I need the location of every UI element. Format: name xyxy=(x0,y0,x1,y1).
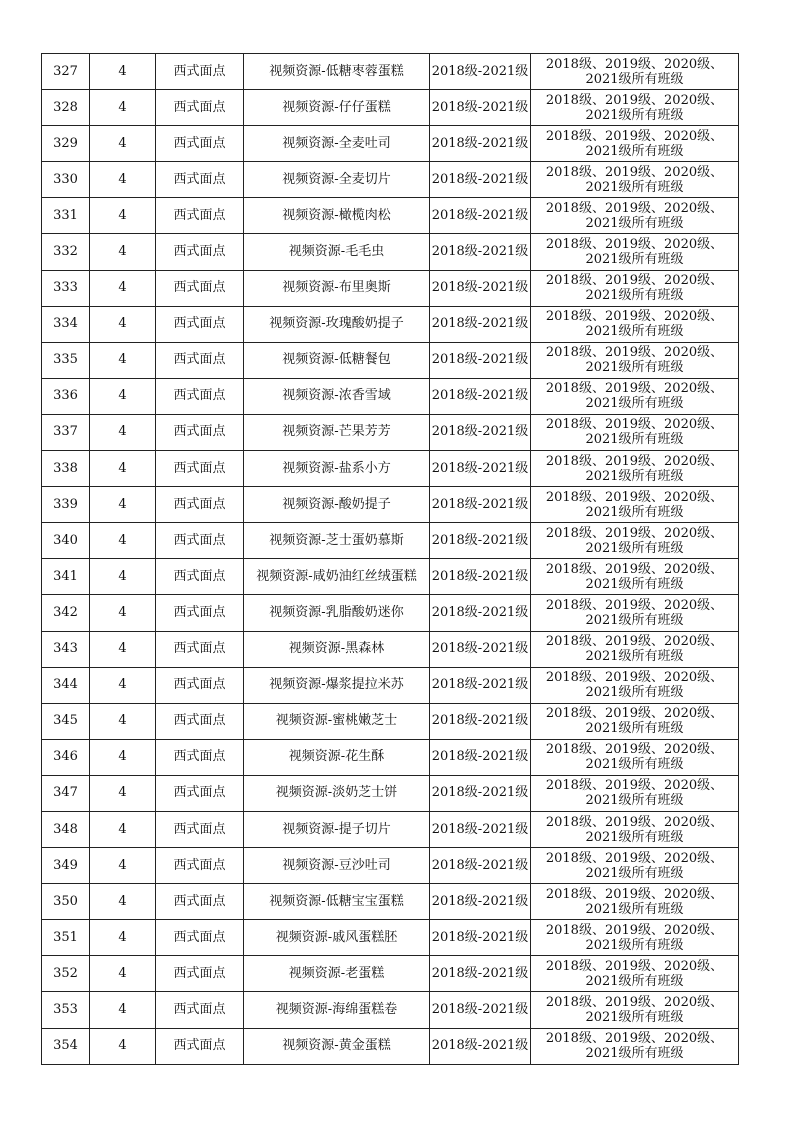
classes-line-2: 2021级所有班级 xyxy=(585,143,684,159)
course-cell: 西式面点 xyxy=(156,342,244,378)
table-row xyxy=(42,631,739,667)
classes-line-1: 2018级、2019级、2020级、 xyxy=(545,417,724,433)
table-row xyxy=(42,559,739,595)
resource-name-cell: 视频资源-黑森林 xyxy=(244,631,430,667)
course-cell: 西式面点 xyxy=(156,775,244,811)
grade-range-cell: 2018级-2021级 xyxy=(430,414,531,450)
classes-line-1: 2018级、2019级、2020级、 xyxy=(545,634,724,650)
table-row xyxy=(42,667,739,703)
applicable-classes-cell xyxy=(531,487,739,523)
course-cell: 西式面点 xyxy=(156,487,244,523)
table-row xyxy=(42,487,739,523)
resource-name-cell: 视频资源-橄榄肉松 xyxy=(244,198,430,234)
table-row xyxy=(42,920,739,956)
table-row xyxy=(42,378,739,414)
resource-name-cell: 视频资源-低糖枣蓉蛋糕 xyxy=(244,54,430,90)
course-cell: 西式面点 xyxy=(156,451,244,487)
level-cell: 4 xyxy=(90,811,156,847)
grade-range-cell: 2018级-2021级 xyxy=(430,595,531,631)
applicable-classes-cell xyxy=(531,992,739,1028)
applicable-classes-cell xyxy=(531,595,739,631)
row-number-cell: 330 xyxy=(42,162,90,198)
grade-range-cell: 2018级-2021级 xyxy=(430,884,531,920)
resource-name-cell: 视频资源-玫瑰酸奶提子 xyxy=(244,306,430,342)
table-row xyxy=(42,126,739,162)
applicable-classes-cell xyxy=(531,1028,739,1064)
resource-name-cell: 视频资源-蜜桃嫩芝士 xyxy=(244,703,430,739)
row-number-cell: 334 xyxy=(42,306,90,342)
table-row xyxy=(42,162,739,198)
resource-name-cell: 视频资源-低糖宝宝蛋糕 xyxy=(244,884,430,920)
classes-line-1: 2018级、2019级、2020级、 xyxy=(545,814,724,830)
row-number-cell: 353 xyxy=(42,992,90,1028)
grade-range-cell: 2018级-2021级 xyxy=(430,631,531,667)
level-cell: 4 xyxy=(90,992,156,1028)
resource-name-cell: 视频资源-全麦切片 xyxy=(244,162,430,198)
course-cell: 西式面点 xyxy=(156,270,244,306)
resource-name-cell: 视频资源-浓香雪域 xyxy=(244,378,430,414)
resource-name-cell: 视频资源-咸奶油红丝绒蛋糕 xyxy=(244,559,430,595)
resource-name-cell: 视频资源-爆浆提拉米苏 xyxy=(244,667,430,703)
applicable-classes-cell xyxy=(531,451,739,487)
classes-line-2: 2021级所有班级 xyxy=(585,793,684,809)
resource-name-cell: 视频资源-芒果芳芳 xyxy=(244,414,430,450)
row-number-cell: 333 xyxy=(42,270,90,306)
classes-line-1: 2018级、2019级、2020级、 xyxy=(545,958,724,974)
classes-line-1: 2018级、2019级、2020级、 xyxy=(545,200,724,216)
applicable-classes-cell xyxy=(531,739,739,775)
resource-name-cell: 视频资源-芝士蛋奶慕斯 xyxy=(244,523,430,559)
resource-name-cell: 视频资源-布里奥斯 xyxy=(244,270,430,306)
row-number-cell: 342 xyxy=(42,595,90,631)
grade-range-cell: 2018级-2021级 xyxy=(430,198,531,234)
resource-name-cell: 视频资源-仔仔蛋糕 xyxy=(244,90,430,126)
course-cell: 西式面点 xyxy=(156,631,244,667)
classes-line-1: 2018级、2019级、2020级、 xyxy=(545,670,724,686)
classes-line-1: 2018级、2019级、2020级、 xyxy=(545,525,724,541)
classes-line-2: 2021级所有班级 xyxy=(585,937,684,953)
row-number-cell: 327 xyxy=(42,54,90,90)
applicable-classes-cell xyxy=(531,523,739,559)
classes-line-2: 2021级所有班级 xyxy=(585,324,684,340)
level-cell: 4 xyxy=(90,884,156,920)
course-cell: 西式面点 xyxy=(156,162,244,198)
classes-line-1: 2018级、2019级、2020级、 xyxy=(545,309,724,325)
classes-line-2: 2021级所有班级 xyxy=(585,288,684,304)
table-row xyxy=(42,884,739,920)
classes-line-1: 2018级、2019级、2020级、 xyxy=(545,345,724,361)
level-cell: 4 xyxy=(90,378,156,414)
applicable-classes-cell xyxy=(531,703,739,739)
level-cell: 4 xyxy=(90,234,156,270)
row-number-cell: 332 xyxy=(42,234,90,270)
level-cell: 4 xyxy=(90,739,156,775)
row-number-cell: 344 xyxy=(42,667,90,703)
course-cell: 西式面点 xyxy=(156,559,244,595)
classes-line-2: 2021级所有班级 xyxy=(585,396,684,412)
row-number-cell: 335 xyxy=(42,342,90,378)
classes-line-1: 2018级、2019级、2020级、 xyxy=(545,742,724,758)
resource-name-cell: 视频资源-毛毛虫 xyxy=(244,234,430,270)
applicable-classes-cell xyxy=(531,342,739,378)
classes-line-1: 2018级、2019级、2020级、 xyxy=(545,886,724,902)
row-number-cell: 348 xyxy=(42,811,90,847)
resource-name-cell: 视频资源-戚风蛋糕胚 xyxy=(244,920,430,956)
resource-name-cell: 视频资源-盐系小方 xyxy=(244,451,430,487)
table-row xyxy=(42,234,739,270)
level-cell: 4 xyxy=(90,54,156,90)
row-number-cell: 337 xyxy=(42,414,90,450)
grade-range-cell: 2018级-2021级 xyxy=(430,126,531,162)
grade-range-cell: 2018级-2021级 xyxy=(430,270,531,306)
applicable-classes-cell xyxy=(531,414,739,450)
resource-name-cell: 视频资源-低糖餐包 xyxy=(244,342,430,378)
level-cell: 4 xyxy=(90,667,156,703)
level-cell: 4 xyxy=(90,451,156,487)
table-row xyxy=(42,54,739,90)
row-number-cell: 329 xyxy=(42,126,90,162)
grade-range-cell: 2018级-2021级 xyxy=(430,739,531,775)
classes-line-2: 2021级所有班级 xyxy=(585,252,684,268)
grade-range-cell: 2018级-2021级 xyxy=(430,342,531,378)
resource-name-cell: 视频资源-黄金蛋糕 xyxy=(244,1028,430,1064)
level-cell: 4 xyxy=(90,559,156,595)
grade-range-cell: 2018级-2021级 xyxy=(430,1028,531,1064)
level-cell: 4 xyxy=(90,595,156,631)
row-number-cell: 352 xyxy=(42,956,90,992)
grade-range-cell: 2018级-2021级 xyxy=(430,451,531,487)
applicable-classes-cell xyxy=(531,126,739,162)
course-cell: 西式面点 xyxy=(156,920,244,956)
course-cell: 西式面点 xyxy=(156,667,244,703)
grade-range-cell: 2018级-2021级 xyxy=(430,667,531,703)
applicable-classes-cell xyxy=(531,234,739,270)
applicable-classes-cell xyxy=(531,559,739,595)
classes-line-1: 2018级、2019级、2020级、 xyxy=(545,237,724,253)
level-cell: 4 xyxy=(90,126,156,162)
classes-line-2: 2021级所有班级 xyxy=(585,829,684,845)
classes-line-1: 2018级、2019级、2020级、 xyxy=(545,273,724,289)
course-cell: 西式面点 xyxy=(156,1028,244,1064)
table-row xyxy=(42,956,739,992)
classes-line-1: 2018级、2019级、2020级、 xyxy=(545,381,724,397)
classes-line-1: 2018级、2019级、2020级、 xyxy=(545,56,724,72)
table-row xyxy=(42,811,739,847)
resource-name-cell: 视频资源-乳脂酸奶迷你 xyxy=(244,595,430,631)
classes-line-2: 2021级所有班级 xyxy=(585,1046,684,1062)
classes-line-1: 2018级、2019级、2020级、 xyxy=(545,453,724,469)
table-row xyxy=(42,523,739,559)
grade-range-cell: 2018级-2021级 xyxy=(430,559,531,595)
classes-line-1: 2018级、2019级、2020级、 xyxy=(545,706,724,722)
course-cell: 西式面点 xyxy=(156,234,244,270)
classes-line-2: 2021级所有班级 xyxy=(585,504,684,520)
classes-line-2: 2021级所有班级 xyxy=(585,685,684,701)
course-cell: 西式面点 xyxy=(156,378,244,414)
level-cell: 4 xyxy=(90,848,156,884)
table-row xyxy=(42,775,739,811)
level-cell: 4 xyxy=(90,198,156,234)
classes-line-1: 2018级、2019级、2020级、 xyxy=(545,922,724,938)
course-cell: 西式面点 xyxy=(156,848,244,884)
level-cell: 4 xyxy=(90,523,156,559)
classes-line-1: 2018级、2019级、2020级、 xyxy=(545,850,724,866)
course-cell: 西式面点 xyxy=(156,198,244,234)
applicable-classes-cell xyxy=(531,378,739,414)
resource-name-cell: 视频资源-酸奶提子 xyxy=(244,487,430,523)
table-row xyxy=(42,451,739,487)
level-cell: 4 xyxy=(90,956,156,992)
row-number-cell: 331 xyxy=(42,198,90,234)
table-row xyxy=(42,198,739,234)
course-cell: 西式面点 xyxy=(156,126,244,162)
classes-line-1: 2018级、2019级、2020级、 xyxy=(545,164,724,180)
grade-range-cell: 2018级-2021级 xyxy=(430,523,531,559)
classes-line-2: 2021级所有班级 xyxy=(585,612,684,628)
level-cell: 4 xyxy=(90,342,156,378)
classes-line-2: 2021级所有班级 xyxy=(585,649,684,665)
course-cell: 西式面点 xyxy=(156,992,244,1028)
grade-range-cell: 2018级-2021级 xyxy=(430,162,531,198)
classes-line-2: 2021级所有班级 xyxy=(585,71,684,87)
row-number-cell: 349 xyxy=(42,848,90,884)
resource-name-cell: 视频资源-花生酥 xyxy=(244,739,430,775)
classes-line-1: 2018级、2019级、2020级、 xyxy=(545,561,724,577)
row-number-cell: 336 xyxy=(42,378,90,414)
classes-line-1: 2018级、2019级、2020级、 xyxy=(545,92,724,108)
course-cell: 西式面点 xyxy=(156,703,244,739)
row-number-cell: 351 xyxy=(42,920,90,956)
classes-line-2: 2021级所有班级 xyxy=(585,576,684,592)
table-body xyxy=(42,54,739,1065)
course-cell: 西式面点 xyxy=(156,739,244,775)
row-number-cell: 339 xyxy=(42,487,90,523)
applicable-classes-cell xyxy=(531,162,739,198)
resource-name-cell: 视频资源-豆沙吐司 xyxy=(244,848,430,884)
row-number-cell: 354 xyxy=(42,1028,90,1064)
grade-range-cell: 2018级-2021级 xyxy=(430,848,531,884)
grade-range-cell: 2018级-2021级 xyxy=(430,703,531,739)
applicable-classes-cell xyxy=(531,848,739,884)
classes-line-2: 2021级所有班级 xyxy=(585,757,684,773)
classes-line-2: 2021级所有班级 xyxy=(585,865,684,881)
level-cell: 4 xyxy=(90,703,156,739)
level-cell: 4 xyxy=(90,306,156,342)
table-row xyxy=(42,342,739,378)
resource-name-cell: 视频资源-海绵蛋糕卷 xyxy=(244,992,430,1028)
table-row xyxy=(42,270,739,306)
row-number-cell: 340 xyxy=(42,523,90,559)
applicable-classes-cell xyxy=(531,54,739,90)
classes-line-2: 2021级所有班级 xyxy=(585,973,684,989)
grade-range-cell: 2018级-2021级 xyxy=(430,234,531,270)
classes-line-2: 2021级所有班级 xyxy=(585,901,684,917)
course-cell: 西式面点 xyxy=(156,54,244,90)
table-row xyxy=(42,414,739,450)
applicable-classes-cell xyxy=(531,956,739,992)
grade-range-cell: 2018级-2021级 xyxy=(430,992,531,1028)
course-cell: 西式面点 xyxy=(156,595,244,631)
table-row xyxy=(42,739,739,775)
applicable-classes-cell xyxy=(531,811,739,847)
applicable-classes-cell xyxy=(531,198,739,234)
classes-line-2: 2021级所有班级 xyxy=(585,360,684,376)
grade-range-cell: 2018级-2021级 xyxy=(430,90,531,126)
table-row xyxy=(42,306,739,342)
level-cell: 4 xyxy=(90,162,156,198)
course-cell: 西式面点 xyxy=(156,956,244,992)
course-cell: 西式面点 xyxy=(156,90,244,126)
grade-range-cell: 2018级-2021级 xyxy=(430,487,531,523)
level-cell: 4 xyxy=(90,90,156,126)
classes-line-1: 2018级、2019级、2020级、 xyxy=(545,597,724,613)
applicable-classes-cell xyxy=(531,667,739,703)
row-number-cell: 347 xyxy=(42,775,90,811)
applicable-classes-cell xyxy=(531,631,739,667)
resource-name-cell: 视频资源-淡奶芝士饼 xyxy=(244,775,430,811)
course-cell: 西式面点 xyxy=(156,414,244,450)
row-number-cell: 341 xyxy=(42,559,90,595)
applicable-classes-cell xyxy=(531,306,739,342)
row-number-cell: 343 xyxy=(42,631,90,667)
classes-line-2: 2021级所有班级 xyxy=(585,179,684,195)
row-number-cell: 345 xyxy=(42,703,90,739)
classes-line-1: 2018级、2019级、2020级、 xyxy=(545,1031,724,1047)
classes-line-2: 2021级所有班级 xyxy=(585,432,684,448)
row-number-cell: 338 xyxy=(42,451,90,487)
course-cell: 西式面点 xyxy=(156,811,244,847)
grade-range-cell: 2018级-2021级 xyxy=(430,775,531,811)
applicable-classes-cell xyxy=(531,270,739,306)
classes-line-1: 2018级、2019级、2020级、 xyxy=(545,128,724,144)
course-cell: 西式面点 xyxy=(156,306,244,342)
course-cell: 西式面点 xyxy=(156,523,244,559)
table-row xyxy=(42,703,739,739)
row-number-cell: 346 xyxy=(42,739,90,775)
classes-line-2: 2021级所有班级 xyxy=(585,215,684,231)
classes-line-2: 2021级所有班级 xyxy=(585,721,684,737)
level-cell: 4 xyxy=(90,631,156,667)
classes-line-2: 2021级所有班级 xyxy=(585,540,684,556)
level-cell: 4 xyxy=(90,487,156,523)
grade-range-cell: 2018级-2021级 xyxy=(430,956,531,992)
level-cell: 4 xyxy=(90,414,156,450)
grade-range-cell: 2018级-2021级 xyxy=(430,378,531,414)
applicable-classes-cell xyxy=(531,884,739,920)
resource-name-cell: 视频资源-全麦吐司 xyxy=(244,126,430,162)
classes-line-1: 2018级、2019级、2020级、 xyxy=(545,778,724,794)
table-row xyxy=(42,848,739,884)
row-number-cell: 328 xyxy=(42,90,90,126)
resource-name-cell: 视频资源-老蛋糕 xyxy=(244,956,430,992)
level-cell: 4 xyxy=(90,270,156,306)
row-number-cell: 350 xyxy=(42,884,90,920)
classes-line-2: 2021级所有班级 xyxy=(585,107,684,123)
applicable-classes-cell xyxy=(531,920,739,956)
grade-range-cell: 2018级-2021级 xyxy=(430,920,531,956)
grade-range-cell: 2018级-2021级 xyxy=(430,306,531,342)
classes-line-2: 2021级所有班级 xyxy=(585,1009,684,1025)
grade-range-cell: 2018级-2021级 xyxy=(430,811,531,847)
classes-line-1: 2018级、2019级、2020级、 xyxy=(545,994,724,1010)
level-cell: 4 xyxy=(90,775,156,811)
level-cell: 4 xyxy=(90,920,156,956)
classes-line-2: 2021级所有班级 xyxy=(585,468,684,484)
classes-line-1: 2018级、2019级、2020级、 xyxy=(545,489,724,505)
table-row xyxy=(42,90,739,126)
course-cell: 西式面点 xyxy=(156,884,244,920)
resource-table xyxy=(41,53,739,1065)
resource-name-cell: 视频资源-提子切片 xyxy=(244,811,430,847)
table-row xyxy=(42,992,739,1028)
applicable-classes-cell xyxy=(531,90,739,126)
table-row xyxy=(42,595,739,631)
applicable-classes-cell xyxy=(531,775,739,811)
level-cell: 4 xyxy=(90,1028,156,1064)
table-row xyxy=(42,1028,739,1064)
grade-range-cell: 2018级-2021级 xyxy=(430,54,531,90)
